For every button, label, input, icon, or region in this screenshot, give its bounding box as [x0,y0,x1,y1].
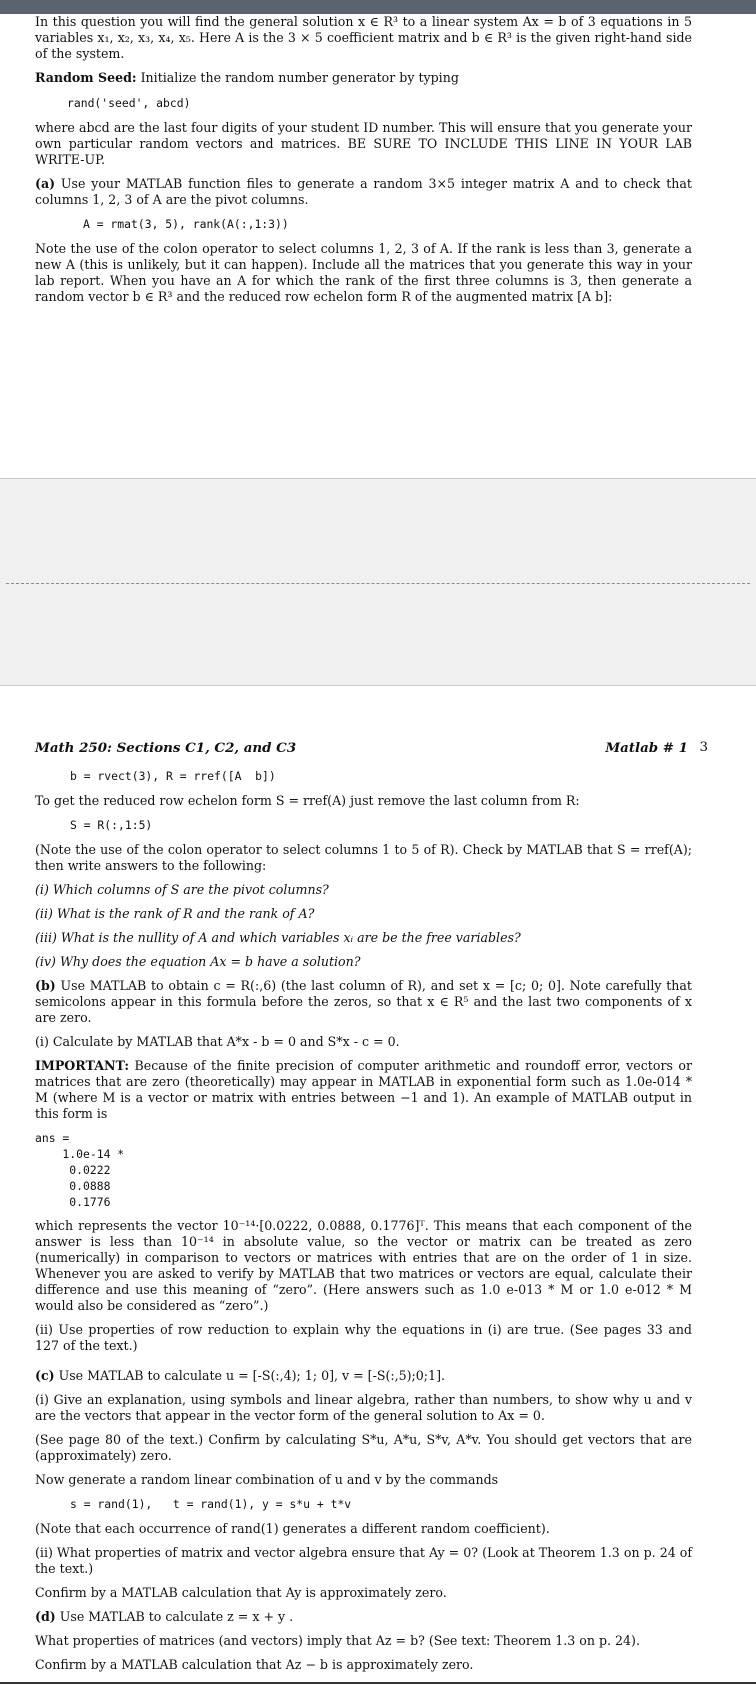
important-paragraph [35,1058,692,1122]
part-a-paragraph [35,176,692,208]
part-b-paragraph [35,978,692,1026]
page-2-content [35,768,692,1681]
seed-paragraph [35,70,692,86]
header-right-title: Matlab # 1 [605,740,688,756]
part-d-label: (d) [35,1609,56,1624]
part-b-label: (b) [35,978,56,993]
part-a-label: (a) [35,176,56,191]
question-i: (i) Which columns of S are the pivot columns? [35,882,329,897]
page-1-content [35,14,692,313]
part-b-text: Use MATLAB to obtain c = R(:,6) (the last column of R), and set x = [c; 0; 0]. Note carefully that semicolons appear in this formula before the zeros, so that x ∈ R⁵ and the last two components of x are zero. [35,978,692,1025]
page-2 [0,686,756,1684]
represents-paragraph: which represents the vector 10⁻¹⁴·[0.0222, 0.0888, 0.1776]ᵀ. This means that each component of the answer is less than 10⁻¹⁴ in absolute value, so the vector or matrix can be treated as zero (numerically) in comparison to vectors or matrices with entries that are on the order of 1 in size. Whenever you are asked to verify by MATLAB that two matrices or vectors are equal, calculate their difference and use this meaning of “zero”. (Here answers such as 1.0 e-013 * M or 1.0 e-012 * M would also be considered as “zero”.) [35,1218,692,1313]
page-number: 3 [699,740,708,755]
part-b-ii: (ii) Use properties of row reduction to explain why the equations in (i) are true. (See pages 33 and 127 of the text.) [35,1322,692,1353]
seed-code: rand('seed', abcd) [67,96,191,110]
seed-note: where abcd are the last four digits of your student ID number. This will ensure that you generate your own particular random vectors and matrices. BE SURE TO INCLUDE THIS LINE IN YOUR LAB WRITE-UP. [35,120,692,167]
part-d-paragraph [35,1609,692,1625]
note-colon: (Note the use of the colon operator to select columns 1 to 5 of R). Check by MATLAB that S = rref(A); then write answers to the following: [35,842,692,873]
part-c-see: (See page 80 of the text.) Confirm by calculating S*u, A*u, S*v, A*v. You should get vectors that are (approximately) zero. [35,1432,692,1463]
code-b-rref: b = rvect(3), R = rref([A b]) [70,769,276,783]
question-iv: (iv) Why does the equation Ax = b have a solution? [35,954,361,969]
part-d-confirm: Confirm by a MATLAB calculation that Az − b is approximately zero. [35,1657,474,1672]
seed-text: Initialize the random number generator by typing [140,70,459,85]
part-c-ii: (ii) What properties of matrix and vector algebra ensure that Ay = 0? (Look at Theorem 1.3 on p. 24 of the text.) [35,1545,692,1576]
part-d-question: What properties of matrices (and vectors) imply that Az = b? (See text: Theorem 1.3 on p. 24). [35,1633,640,1648]
window-top-bar [0,0,756,14]
intro-paragraph: In this question you will find the general solution x ∈ R³ to a linear system Ax = b of 3 equations in 5 variables x₁, x₂, x₃, x₄, x₅. Here A is the 3 × 5 coefficient matrix and b ∈ R³ is the given right-hand side of the system. [35,14,692,61]
part-c-note: (Note that each occurrence of rand(1) generates a different random coefficient). [35,1521,550,1536]
part-d-text: Use MATLAB to calculate z = x + y . [59,1609,294,1624]
part-c-confirm: Confirm by a MATLAB calculation that Ay is approximately zero. [35,1585,447,1600]
matlab-ans-output: ans = 1.0e-14 * 0.0222 0.0888 0.1776 [35,1131,125,1209]
part-c-label: (c) [35,1368,55,1383]
question-ii: (ii) What is the rank of R and the rank of A? [35,906,315,921]
page-separator [0,478,756,686]
part-a-text: Use your MATLAB function files to generate a random 3×5 integer matrix A and to check that columns 1, 2, 3 of A are the pivot columns. [35,176,692,207]
page-break-dashed-line [6,583,750,584]
seed-heading: Random Seed: [35,70,137,85]
part-c-paragraph [35,1368,692,1384]
part-a-note: Note the use of the colon operator to select columns 1, 2, 3 of A. If the rank is less than 3, generate a new A (this is unlikely, but it can happen). Include all the matrices that you generate this way in your lab report. When you have an A for which the rank of the first three columns is 3, then generate a random vector b ∈ R³ and the reduced row echelon form R of the augmented matrix [A b]: [35,241,692,304]
part-c-text: Use MATLAB to calculate u = [-S(:,4); 1; 0], v = [-S(:,5);0;1]. [58,1368,445,1383]
question-iii: (iii) What is the nullity of A and which variables xᵢ are be the free variables? [35,930,521,945]
page-1-bottom [0,14,756,478]
part-c-now: Now generate a random linear combination of u and v by the commands [35,1472,499,1487]
header-left-title: Math 250: Sections C1, C2, and C3 [35,740,297,756]
page-header [35,740,708,756]
code-random-combination: s = rand(1), t = rand(1), y = s*u + t*v [70,1497,352,1511]
code-s: S = R(:,1:5) [70,818,153,832]
part-b-i: (i) Calculate by MATLAB that A*x - b = 0 and S*x - c = 0. [35,1034,400,1049]
rref-text: To get the reduced row echelon form S = rref(A) just remove the last column from R: [35,793,580,808]
important-label: IMPORTANT: [35,1058,130,1073]
part-a-code: A = rmat(3, 5), rank(A(:,1:3)) [83,217,289,231]
important-text: Because of the finite precision of computer arithmetic and roundoff error, vectors or matrices that are zero (theoretically) may appear in MATLAB in exponential form such as 1.0e-014 * M (where M is a vector or matrix with entries between −1 and 1). An example of MATLAB output in this form is [35,1058,692,1121]
part-c-i: (i) Give an explanation, using symbols and linear algebra, rather than numbers, to show why u and v are the vectors that appear in the vector form of the general solution to Ax = 0. [35,1392,692,1423]
